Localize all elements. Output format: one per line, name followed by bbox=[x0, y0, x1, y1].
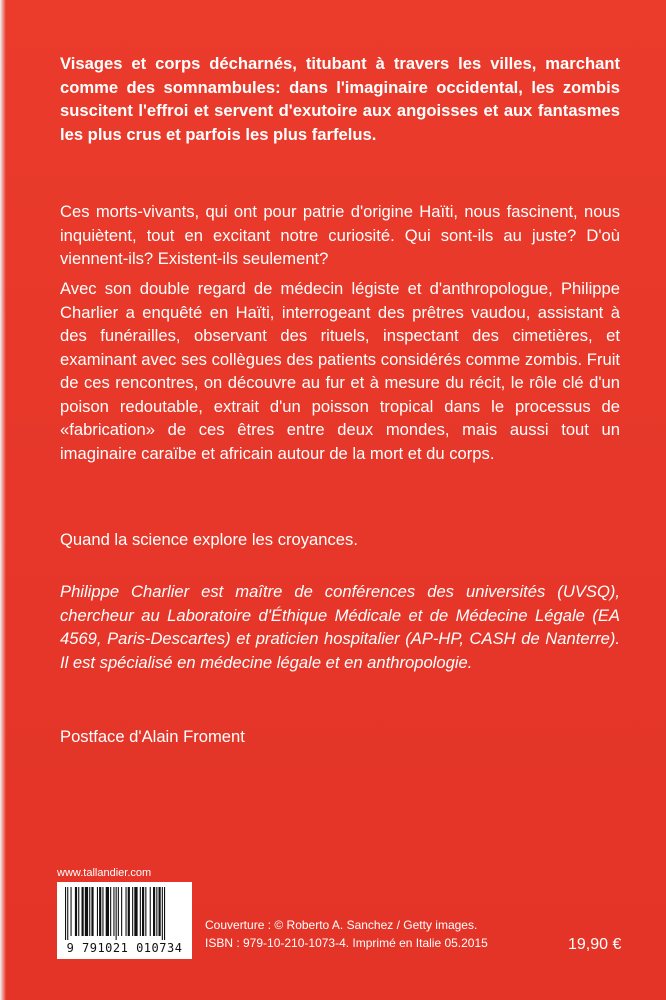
barcode-bar bbox=[159, 887, 161, 936]
paragraph-2-text: Ces morts-vivants, qui ont pour patrie d'origine Haïti, nous fascinent, nous inquiètent, tout en excitant notre curiosité. Qui sont-ils au juste? D'où viennent-ils? Existent-ils seulement? bbox=[60, 202, 620, 268]
barcode-bar bbox=[99, 887, 101, 936]
author-bio bbox=[60, 580, 620, 674]
paragraph-4-text: Quand la science explore les croyances. bbox=[60, 530, 358, 549]
barcode-bar bbox=[162, 887, 163, 940]
barcode-bar bbox=[118, 887, 119, 936]
price: 19,90 € bbox=[568, 936, 622, 953]
paragraph-2 bbox=[60, 200, 620, 271]
barcode-bar bbox=[142, 887, 144, 936]
barcode-bar bbox=[121, 887, 122, 936]
paragraph-3-text: Avec son double regard de médecin légiste et d'anthropologue, Philippe Charlier a enquêté en Haïti, interrogeant des prêtres vaudou, assistant à des funérailles, observant des rituels, inspectant des cimetières, et examinant avec ses collègues des patients considérés comme zombis. Fruit de ces rencontres, on découvre au fur et à mesure du récit, le rôle clé d'un poison redoutable, extrait d'un poisson tropical dans le processus de «fabrication» de ces êtres entre deux mondes, mais aussi tout un imaginaire caraïbe et africain autour de la mort et du corps. bbox=[60, 279, 620, 463]
cover-credit: Couverture : © Roberto A. Sanchez / Getty images. bbox=[205, 918, 478, 932]
credits bbox=[205, 916, 488, 952]
cover-edge bbox=[0, 0, 6, 1000]
barcode-bar bbox=[71, 887, 72, 936]
isbn-line: ISBN : 979-10-210-1073-4. Imprimé en Italie 05.2015 bbox=[205, 936, 488, 950]
barcode-bar bbox=[102, 887, 103, 936]
author-bio-text: Philippe Charlier est maître de conférences des universités (UVSQ), chercheur au Laboratoire d'Éthique Médicale et de Médecine Légale (EA 4569, Paris-Descartes) et praticien hospitalier (AP-HP, CASH de Nanterre). Il est spécialisé en médecine légale et en anthropologie. bbox=[60, 582, 620, 672]
barcode-bar bbox=[65, 887, 66, 940]
paragraph-4 bbox=[60, 528, 620, 552]
postface-text: Postface d'Alain Froment bbox=[60, 727, 245, 746]
barcode-bar bbox=[97, 887, 98, 936]
postface bbox=[60, 725, 620, 749]
publisher-website: www.tallandier.com bbox=[57, 867, 152, 879]
intro-text: Visages et corps décharnés, titubant à travers les villes, marchant comme des somnambules: dans l'imaginaire occidental, les zombis suscitent l'effroi et servent d'exutoire aux angoisses et aux fantasmes les plus crus et parfois les plus farfelus. bbox=[60, 54, 620, 144]
barcode-bar bbox=[91, 887, 93, 936]
intro-paragraph bbox=[60, 52, 620, 146]
barcode-bar bbox=[126, 887, 127, 936]
barcode-bar bbox=[145, 887, 146, 936]
barcode-bars bbox=[63, 887, 186, 940]
barcode-bar bbox=[156, 887, 157, 936]
barcode-bar bbox=[116, 887, 117, 940]
barcode-bar bbox=[134, 887, 137, 936]
barcode-bar bbox=[82, 887, 84, 936]
barcode-bar bbox=[78, 887, 79, 936]
barcode-bar bbox=[85, 887, 88, 936]
barcode-bar bbox=[89, 887, 90, 936]
paragraph-3 bbox=[60, 277, 620, 465]
barcode-bar bbox=[140, 887, 141, 936]
barcode-bar bbox=[164, 887, 165, 940]
barcode-bar bbox=[150, 887, 151, 936]
barcode-number: 9 791021 010734 bbox=[66, 941, 183, 955]
barcode-bar bbox=[128, 887, 130, 936]
barcode-bar bbox=[106, 887, 109, 936]
barcode-bar bbox=[113, 887, 114, 936]
barcode-bar bbox=[67, 887, 68, 940]
barcode bbox=[57, 882, 192, 959]
barcode-bar bbox=[110, 887, 111, 936]
barcode-bar bbox=[75, 887, 77, 936]
barcode-bar bbox=[153, 887, 155, 936]
barcode-graphic bbox=[63, 887, 186, 940]
barcode-bar bbox=[132, 887, 133, 936]
